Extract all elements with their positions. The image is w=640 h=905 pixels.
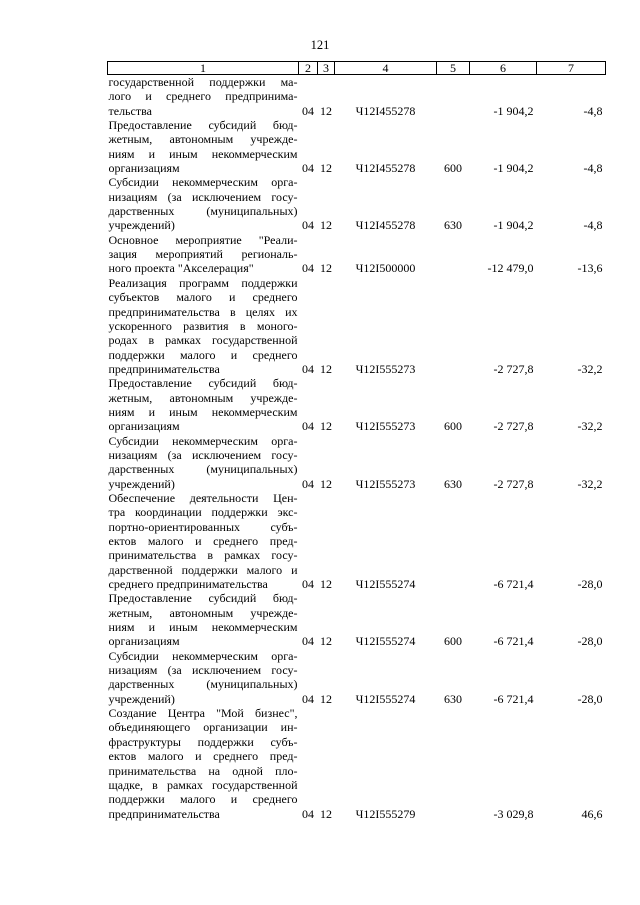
table-row	[108, 75, 606, 119]
target-article-code: Ч12I500000	[355, 261, 416, 276]
row-name-line: Предоставление субсидий бюд-	[108, 376, 298, 391]
table-row	[108, 276, 606, 376]
budget-table	[107, 61, 606, 821]
table-row	[108, 118, 606, 175]
percent-value: -4,8	[583, 218, 603, 233]
row-name	[108, 491, 299, 591]
row-name-line: портно-ориентированных субъ-	[108, 519, 298, 534]
subsection-code: 12	[320, 218, 332, 233]
amount-value: -12 479,0	[487, 261, 534, 276]
row-name-line: тельства	[108, 103, 152, 118]
percent-value: -32,2	[577, 419, 603, 434]
percent-value: -28,0	[577, 577, 603, 592]
row-name-line: принимательства в рамках госу-	[108, 548, 298, 563]
percent-value: -28,0	[577, 634, 603, 649]
row-name	[108, 75, 299, 119]
amount-value: -2 727,8	[493, 476, 534, 491]
row-name-line: поддержки малого и среднего	[108, 347, 298, 362]
row-name-line: Субсидии некоммерческим орга-	[108, 433, 298, 448]
subsection-code: 12	[320, 261, 332, 276]
table-row	[108, 376, 606, 433]
row-name	[108, 376, 299, 433]
expense-type-code	[437, 233, 470, 276]
section-code: 04	[302, 806, 314, 821]
section-code: 04	[302, 634, 314, 649]
section-code: 04	[302, 161, 314, 176]
table-row	[108, 434, 606, 491]
row-name-line: ектов малого и среднего пред-	[108, 749, 298, 764]
percent-value: -4,8	[583, 161, 603, 176]
row-name-line: Предоставление субсидий бюд-	[108, 591, 298, 606]
expense-type-code: 600	[444, 161, 462, 176]
row-name-line: низациям (за исключением госу-	[108, 447, 298, 462]
column-header: 4	[335, 62, 437, 75]
expense-type-code: 600	[444, 634, 462, 649]
section-code: 04	[302, 261, 314, 276]
row-name-line: организациям	[108, 634, 180, 649]
amount-value: -1 904,2	[493, 161, 534, 176]
column-header: 2	[299, 62, 318, 75]
column-header: 7	[537, 62, 606, 75]
expense-type-code: 630	[444, 476, 462, 491]
expense-type-code	[437, 491, 470, 591]
row-name-line: Субсидии некоммерческим орга-	[108, 648, 298, 663]
subsection-code: 12	[320, 577, 332, 592]
row-name-line: ускоренного развития в моного-	[108, 318, 298, 333]
row-name	[108, 706, 299, 821]
row-name-line: Основное мероприятие "Реали-	[108, 232, 298, 247]
row-name-line: объединяющего организации ин-	[108, 720, 298, 735]
row-name-line: ниям и иным некоммерческим	[108, 404, 298, 419]
row-name-line: низациям (за исключением госу-	[108, 663, 298, 678]
subsection-code: 12	[320, 161, 332, 176]
amount-value: -2 727,8	[493, 419, 534, 434]
row-name-line: Субсидии некоммерческим орга-	[108, 175, 298, 190]
amount-value: -6 721,4	[493, 577, 534, 592]
row-name	[108, 233, 299, 276]
page-number: 121	[310, 38, 330, 52]
percent-value: 46,6	[581, 806, 603, 821]
row-name	[108, 591, 299, 648]
expense-type-code	[437, 706, 470, 821]
column-header: 3	[318, 62, 335, 75]
row-name	[108, 649, 299, 706]
row-name-line: ного проекта "Акселерация"	[108, 261, 254, 276]
target-article-code: Ч12I555273	[355, 419, 416, 434]
row-name	[108, 118, 299, 175]
target-article-code: Ч12I555273	[355, 476, 416, 491]
target-article-code: Ч12I555274	[355, 577, 416, 592]
row-name-line: Обеспечение деятельности Цен-	[108, 490, 298, 505]
expense-type-code	[437, 276, 470, 376]
expense-type-code	[437, 75, 470, 119]
subsection-code: 12	[320, 419, 332, 434]
subsection-code: 12	[320, 691, 332, 706]
table-header-row	[108, 62, 606, 75]
table-body	[108, 75, 606, 821]
section-code: 04	[302, 577, 314, 592]
percent-value: -32,2	[577, 361, 603, 376]
row-name-line: Предоставление субсидий бюд-	[108, 118, 298, 133]
amount-value: -6 721,4	[493, 634, 534, 649]
amount-value: -6 721,4	[493, 691, 534, 706]
row-name-line: ектов малого и среднего пред-	[108, 534, 298, 548]
target-article-code: Ч12I455278	[355, 218, 416, 233]
section-code: 04	[302, 361, 314, 376]
expense-type-code: 630	[444, 218, 462, 233]
row-name-line: родах в рамках государственной	[108, 333, 298, 348]
row-name-line: жетным, автономным учрежде-	[108, 132, 298, 147]
amount-value: -1 904,2	[493, 103, 534, 118]
percent-value: -4,8	[583, 103, 603, 118]
percent-value: -13,6	[577, 261, 603, 276]
table-row	[108, 649, 606, 706]
row-name-line: жетным, автономным учрежде-	[108, 390, 298, 405]
target-article-code: Ч12I555273	[355, 361, 416, 376]
row-name-line: дарственных (муниципальных)	[108, 677, 298, 692]
amount-value: -1 904,2	[493, 218, 534, 233]
row-name-line: ниям и иным некоммерческим	[108, 620, 298, 635]
expense-type-code: 630	[444, 691, 462, 706]
target-article-code: Ч12I455278	[355, 103, 416, 118]
row-name-line: дарственных (муниципальных)	[108, 204, 298, 219]
row-name-line: зация мероприятий региональ-	[108, 247, 298, 262]
section-code: 04	[302, 103, 314, 118]
section-code: 04	[302, 691, 314, 706]
amount-value: -3 029,8	[493, 806, 534, 821]
percent-value: -32,2	[577, 476, 603, 491]
table-row	[108, 233, 606, 276]
column-header: 6	[470, 62, 537, 75]
row-name-line: низациям (за исключением госу-	[108, 189, 298, 204]
row-name-line: учреждений)	[108, 476, 175, 491]
target-article-code: Ч12I555279	[355, 806, 416, 821]
row-name-line: предпринимательства в целях их	[108, 304, 298, 319]
row-name	[108, 276, 299, 376]
table-row	[108, 591, 606, 648]
row-name-line: Реализация программ поддержки	[108, 275, 298, 290]
row-name-line: принимательства на одной пло-	[108, 763, 298, 778]
target-article-code: Ч12I555274	[355, 691, 416, 706]
table-row	[108, 175, 606, 232]
row-name-line: среднего предпринимательства	[108, 577, 268, 592]
row-name-line: поддержки малого и среднего	[108, 792, 298, 807]
row-name-line: организациям	[108, 161, 180, 176]
subsection-code: 12	[320, 476, 332, 491]
row-name-line: Создание Центра "Мой бизнес",	[108, 706, 298, 721]
column-header: 1	[108, 62, 299, 75]
row-name-line: тра координации поддержки экс-	[108, 505, 298, 520]
section-code: 04	[302, 476, 314, 491]
column-header: 5	[437, 62, 470, 75]
section-code: 04	[302, 419, 314, 434]
amount-value: -2 727,8	[493, 361, 534, 376]
row-name-line: организациям	[108, 419, 180, 434]
row-name-line: предпринимательства	[108, 361, 220, 376]
row-name-line: учреждений)	[108, 691, 175, 706]
target-article-code: Ч12I455278	[355, 161, 416, 176]
subsection-code: 12	[320, 103, 332, 118]
row-name	[108, 175, 299, 232]
row-name-line: дарственных (муниципальных)	[108, 462, 298, 477]
row-name-line: субъектов малого и среднего	[108, 290, 298, 305]
target-article-code: Ч12I555274	[355, 634, 416, 649]
row-name-line: фраструктуры поддержки субъ-	[108, 734, 298, 749]
section-code: 04	[302, 218, 314, 233]
row-name-line: учреждений)	[108, 218, 175, 233]
expense-type-code: 600	[444, 419, 462, 434]
subsection-code: 12	[320, 634, 332, 649]
table-row	[108, 706, 606, 821]
row-name-line: дарственной поддержки малого и	[108, 562, 298, 577]
row-name-line: щадке, в рамках государственной	[108, 777, 298, 792]
row-name-line: ниям и иным некоммерческим	[108, 146, 298, 161]
table-row	[108, 491, 606, 591]
row-name-line: жетным, автономным учрежде-	[108, 605, 298, 620]
row-name-line: предпринимательства	[108, 806, 220, 821]
subsection-code: 12	[320, 806, 332, 821]
row-name-line: лого и среднего предпринима-	[108, 89, 298, 104]
percent-value: -28,0	[577, 691, 603, 706]
subsection-code: 12	[320, 361, 332, 376]
row-name-line: государственной поддержки ма-	[108, 75, 298, 89]
row-name	[108, 434, 299, 491]
